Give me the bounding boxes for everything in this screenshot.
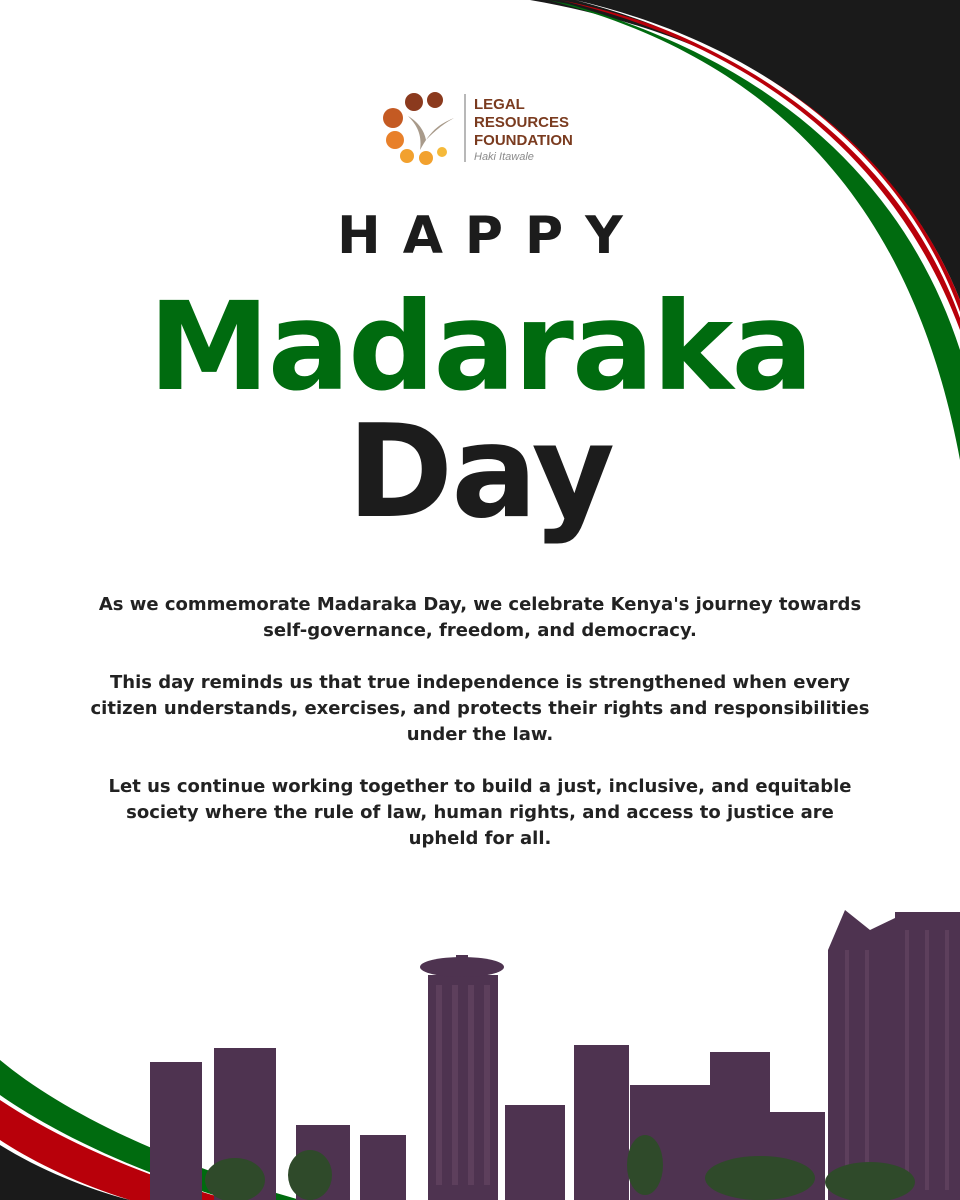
logo-dot-6: [419, 151, 433, 165]
logo-line-2: RESOURCES: [474, 114, 570, 131]
logo-line-1: LEGAL: [474, 96, 525, 113]
logo-dot-7: [437, 147, 447, 157]
logo-dot-3: [383, 108, 403, 128]
heading-day: Day: [346, 398, 614, 547]
logo-dot-1: [405, 93, 423, 111]
message-paragraph-3: Let us continue working together to build a just, inclusive, and equitable society where the rule of law, human rights, and access to justice are upheld for all.: [108, 776, 852, 849]
message-paragraph-2: This day reminds us that true independence is strengthened when every citizen understands, exercises, and protects their rights and responsibilities under the law.: [90, 672, 870, 745]
logo-line-3: FOUNDATION: [474, 132, 573, 149]
heading-happy: HAPPY: [337, 206, 645, 266]
logo-wordmark: [474, 96, 573, 164]
logo-divider: [464, 94, 466, 162]
logo-tagline: Haki Itawale: [474, 151, 534, 163]
heading-madaraka: Madaraka: [148, 276, 812, 418]
logo-dot-4: [386, 131, 404, 149]
logo-dot-2: [427, 92, 443, 108]
logo-figure: [408, 116, 454, 150]
logo-dot-5: [400, 149, 414, 163]
message-body: [90, 592, 870, 878]
message-paragraph-1: As we commemorate Madaraka Day, we celebrate Kenya's journey towards self-governance, freedom, and democracy.: [98, 594, 862, 641]
